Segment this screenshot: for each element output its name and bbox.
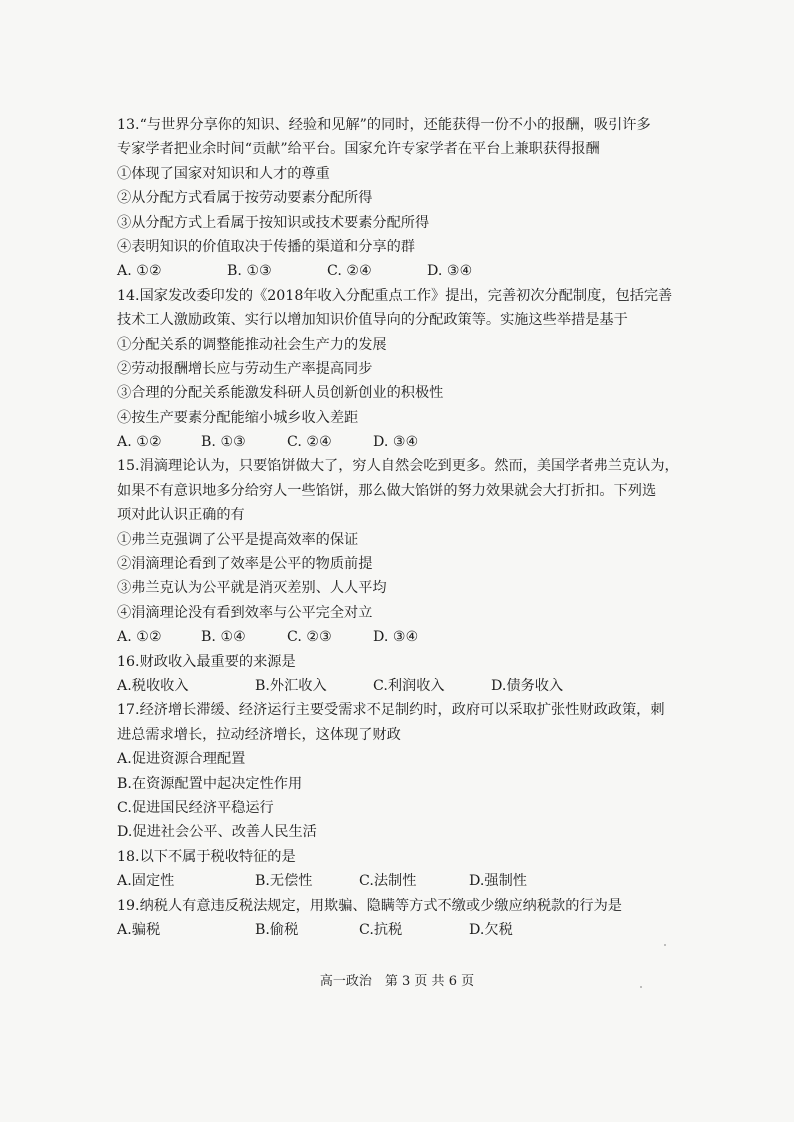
option-a: A. ①② [117, 434, 162, 451]
option-d: D.促进社会公平、改善人民生活 [117, 824, 317, 841]
statement-item: ②从分配方式看属于按劳动要素分配所得 [117, 190, 373, 207]
option-b: B. ①④ [201, 629, 246, 646]
option-c: C.法制性 [359, 873, 417, 890]
question-15 [117, 454, 697, 649]
question-stem: 13.“与世界分享你的知识、经验和见解”的同时，还能获得一份不小的报酬，吸引许多 [117, 117, 651, 133]
statement-item: ①弗兰克强调了公平是提高效率的保证 [117, 531, 359, 548]
option-a: A. ①② [117, 263, 162, 280]
statement-item: ②涓滴理论看到了效率是公平的物质前提 [117, 556, 373, 573]
option-d: D.强制性 [469, 873, 527, 890]
question-stem: 15.涓滴理论认为，只要馅饼做大了，穷人自然会吃到更多。然而，美国学者弗兰克认为， [117, 458, 679, 475]
page-footer: 高一政治 第 3 页 共 6 页 [319, 974, 475, 989]
option-b: B.偷税 [255, 921, 299, 938]
answer-options [117, 918, 697, 942]
question-stem: 专家学者把业余时间“贡献”给平台。国家允许专家学者在平台上兼职获得报酬 [117, 141, 600, 158]
statement-item: ④涓滴理论没有看到效率与公平完全对立 [117, 604, 373, 621]
statement-item: ③从分配方式上看属于按知识或技术要素分配所得 [117, 214, 430, 231]
option-c: C. ②③ [287, 629, 332, 646]
question-stem: 17.经济增长滞缓、经济运行主要受需求不足制约时，政府可以采取扩张性财政政策，刺 [117, 702, 665, 719]
option-c: C.抗税 [359, 921, 403, 938]
question-stem: 19.纳税人有意违反税法规定，用欺骗、隐瞒等方式不缴或少缴应纳税款的行为是 [117, 897, 622, 914]
option-d: D. ③④ [373, 629, 419, 646]
option-c: C. ②④ [287, 434, 332, 451]
option-a: A.固定性 [117, 873, 175, 890]
statement-item: ①分配关系的调整能推动社会生产力的发展 [117, 336, 387, 353]
statement-item: ④按生产要素分配能缩小城乡收入差距 [117, 409, 359, 426]
statement-item: ④表明知识的价值取决于传播的渠道和分享的群 [117, 238, 415, 255]
scan-speck [664, 944, 666, 946]
question-17 [117, 698, 697, 844]
question-stem: 技术工人激励政策、实行以增加知识价值导向的分配政策等。实施这些举措是基于 [117, 312, 628, 329]
option-c: C.利润收入 [373, 677, 445, 694]
option-b: B. ①③ [201, 434, 246, 451]
scan-speck [640, 986, 642, 988]
option-c: C.促进国民经济平稳运行 [117, 799, 274, 816]
question-list [117, 113, 697, 942]
option-d: D.债务收入 [491, 677, 564, 694]
answer-options [117, 674, 697, 698]
option-a: A. ①② [117, 629, 162, 646]
statement-item: ②劳动报酬增长应与劳动生产率提高同步 [117, 360, 373, 377]
question-stem: 16.财政收入最重要的来源是 [117, 653, 296, 670]
question-16 [117, 650, 697, 699]
question-stem: 进总需求增长，拉动经济增长，这体现了财政 [117, 726, 401, 743]
option-a: A.骗税 [117, 921, 161, 938]
question-19 [117, 894, 697, 943]
question-13 [117, 113, 697, 284]
option-a: A.促进资源合理配置 [117, 751, 246, 768]
statement-item: ③合理的分配关系能激发科研人员创新创业的积极性 [117, 385, 444, 402]
statement-item: ③弗兰克认为公平就是消灭差别、人人平均 [117, 580, 387, 597]
answer-options [117, 259, 697, 283]
question-stem: 项对此认识正确的有 [117, 507, 245, 524]
question-14 [117, 284, 697, 455]
option-a: A.税收收入 [117, 677, 189, 694]
answer-options [117, 869, 697, 893]
option-c: C. ②④ [327, 263, 372, 280]
answer-options [117, 625, 697, 649]
option-b: B.外汇收入 [255, 677, 327, 694]
question-18 [117, 845, 697, 894]
option-b: B. ①③ [227, 263, 272, 280]
option-d: D. ③④ [373, 434, 419, 451]
question-stem: 14.国家发改委印发的《2018年收入分配重点工作》提出，完善初次分配制度，包括完善 [117, 287, 673, 304]
option-d: D. ③④ [427, 263, 473, 280]
question-stem: 18.以下不属于税收特征的是 [117, 848, 296, 865]
option-d: D.欠税 [469, 921, 513, 938]
statement-item: ①体现了国家对知识和人才的尊重 [117, 165, 330, 182]
answer-options [117, 430, 697, 454]
question-stem: 如果不有意识地多分给穷人一些馅饼，那么做大馅饼的努力效果就会大打折扣。下列选 [117, 482, 657, 499]
option-b: B.无偿性 [255, 873, 313, 890]
option-b: B.在资源配置中起决定性作用 [117, 775, 303, 792]
